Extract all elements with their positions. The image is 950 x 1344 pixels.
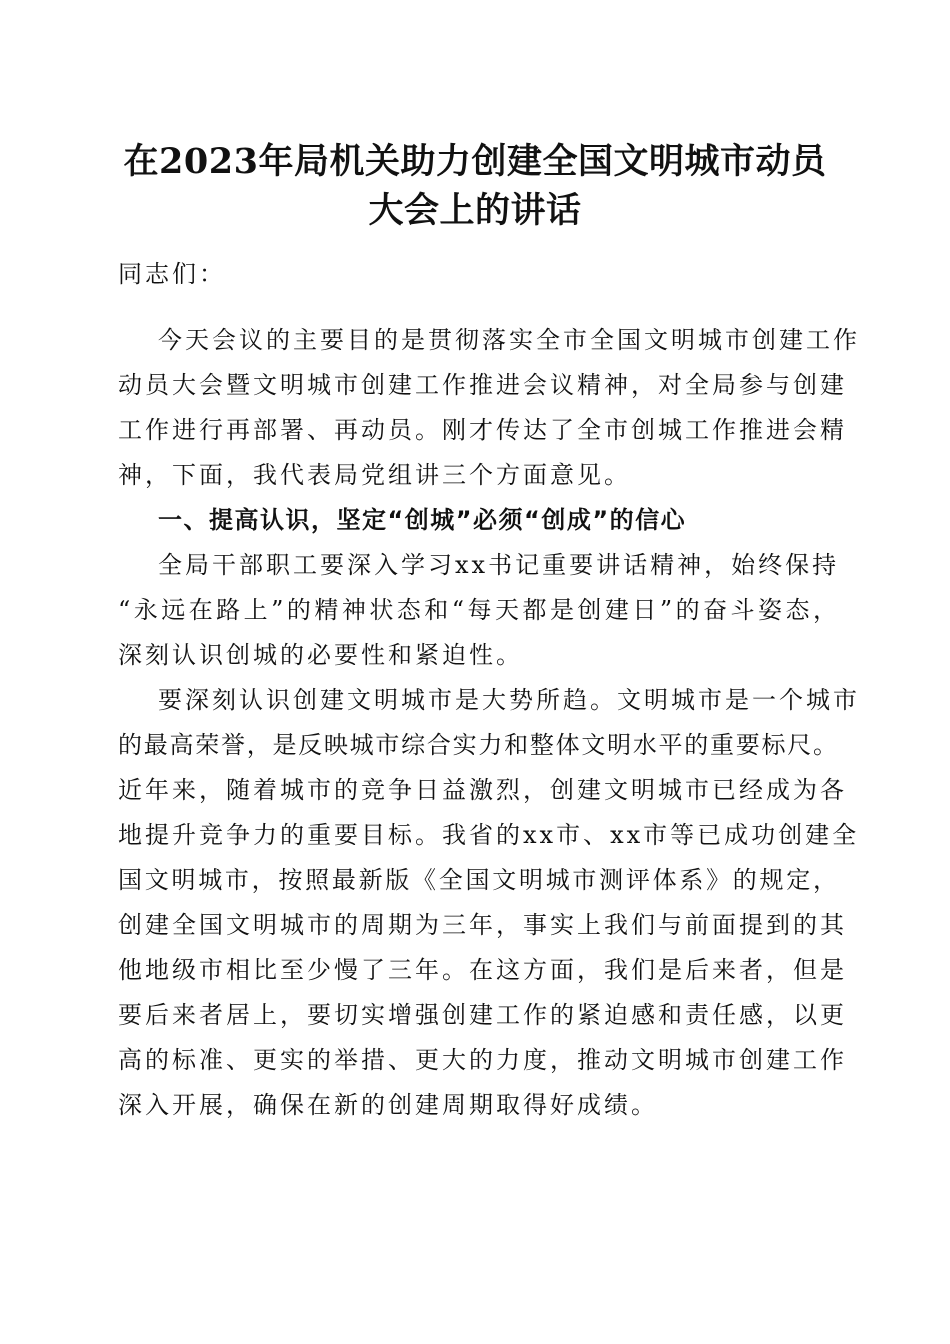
document-title-line-2: 大会上的讲话 bbox=[368, 190, 582, 231]
paragraph-3-line-1: 要深刻认识创建文明城市是大势所趋。文明城市是一个城市 bbox=[158, 686, 860, 714]
salutation: 同志们： bbox=[118, 260, 226, 288]
paragraph-3-line-7: 他地级市相比至少慢了三年。在这方面，我们是后来者，但是 bbox=[118, 956, 847, 984]
paragraph-2-line-2: “永远在路上”的精神状态和“每天都是创建日”的奋斗姿态， bbox=[118, 596, 838, 624]
paragraph-3-line-4: 地提升竞争力的重要目标。我省的xx市、xx市等已成功创建全 bbox=[118, 821, 860, 849]
paragraph-3-line-5: 国文明城市，按照最新版《全国文明城市测评体系》的规定， bbox=[118, 866, 838, 894]
paragraph-1-line-1: 今天会议的主要目的是贯彻落实全市全国文明城市创建工作 bbox=[158, 326, 860, 354]
paragraph-3-line-8: 要后来者居上，要切实增强创建工作的紧迫感和责任感，以更 bbox=[118, 1001, 847, 1029]
paragraph-3-line-6: 创建全国文明城市的周期为三年，事实上我们与前面提到的其 bbox=[118, 911, 847, 939]
paragraph-3-line-3: 近年来，随着城市的竞争日益激烈，创建文明城市已经成为各 bbox=[118, 776, 847, 804]
paragraph-1-line-4: 神，下面，我代表局党组讲三个方面意见。 bbox=[118, 461, 631, 489]
paragraph-3-line-10: 深入开展，确保在新的创建周期取得好成绩。 bbox=[118, 1091, 658, 1119]
document-title-line-1: 在2023年局机关助力创建全国文明城市动员 bbox=[123, 141, 827, 182]
paragraph-2-line-1: 全局干部职工要深入学习xx书记重要讲话精神，始终保持 bbox=[158, 551, 840, 579]
paragraph-3-line-2: 的最高荣誉，是反映城市综合实力和整体文明水平的重要标尺。 bbox=[118, 731, 838, 759]
paragraph-1-line-3: 工作进行再部署、再动员。刚才传达了全市创城工作推进会精 bbox=[118, 416, 847, 444]
paragraph-1-line-2: 动员大会暨文明城市创建工作推进会议精神，对全局参与创建 bbox=[118, 371, 847, 399]
paragraph-2-line-3: 深刻认识创城的必要性和紧迫性。 bbox=[118, 641, 523, 669]
paragraph-3-line-9: 高的标准、更实的举措、更大的力度，推动文明城市创建工作 bbox=[118, 1046, 847, 1074]
section-heading-1: 一、提高认识，坚定“创城”必须“创成”的信心 bbox=[158, 506, 687, 534]
